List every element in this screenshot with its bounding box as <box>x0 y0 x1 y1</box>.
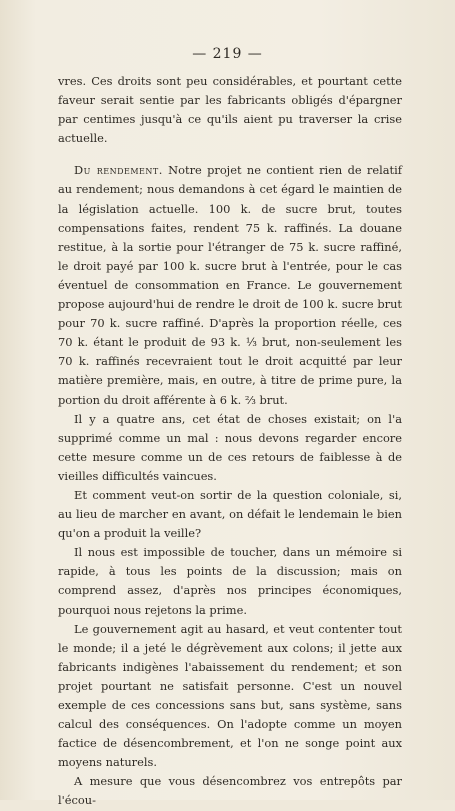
paragraph-rendement <box>58 161 402 409</box>
paragraph-text: vres. Ces droits sont peu considérables, et pourtant cette faveur serait sentie par les fabricants obligés d'épargner par centimes jusqu'à ce qu'ils aient pu traverser la crise actuelle. <box>58 74 402 146</box>
section-heading: Du rendement. <box>74 163 163 178</box>
paragraph-text: Notre projet ne contient rien de relatif au rendement; nous demandons à cet égard le maintien de la législation actuelle. 100 k. de sucre brut, toutes compensations faites, rendent 75 k. raffinés. La douane restitue, à la sortie pour l'étranger de 75 k. sucre raffiné, le droit payé par 100 k. sucre brut à l'entrée, pour le cas éventuel de consommation en France. Le gouvernement propose aujourd'hui de rendre le droit de 100 k. sucre brut pour 70 k. sucre raffiné. D'après la proportion réelle, ces 70 k. étant le produit de 93 k. ⅓ brut, non-seulement les 70 k. raffinés recevraient tout le droit acquitté par leur matière première, mais, en outre, à titre de prime pure, la portion du droit afférente à 6 k. ⅔ brut. <box>58 163 402 407</box>
paragraph-text: Il y a quatre ans, cet état de choses existait; on l'a supprimé comme un mal : nous devons regarder encore cette mesure comme un de ces retours de faiblesse à de vieilles difficultés vaincues. <box>58 411 402 483</box>
paragraph-text: Le gouvernement agit au hasard, et veut contenter tout le monde; il a jeté le dégrèvement aux colons; il jette aux fabricants indigènes l'abaissement du rendement; et son projet pourtant ne satisfait personne. C'est un nouvel exemple de ces concessions sans but, sans système, sans calcul des conséquences. On l'adopte comme un moyen factice de désencombrement, et l'on ne songe point aux moyens naturels. <box>58 621 402 770</box>
paragraph-text: Et comment veut-on sortir de la question coloniale, si, au lieu de marcher en avant, on défait le lendemain le bien qu'on a produit la veille? <box>58 487 402 541</box>
paragraph <box>58 620 402 773</box>
paragraph-continued <box>58 772 402 810</box>
body-text <box>58 72 402 811</box>
paragraph <box>58 543 402 619</box>
paragraph-text: Il nous est impossible de toucher, dans un mémoire si rapide, à tous les points de la discussion; mais on comprend assez, d'après nos principes économiques, pourquoi nous rejetons la prime. <box>58 545 402 617</box>
paragraph-text: A mesure que vous désencombrez vos entrepôts par l'écou- <box>58 774 402 808</box>
paragraph-continuation <box>58 72 402 148</box>
paragraph <box>58 486 402 543</box>
paragraph <box>58 410 402 486</box>
page-number: — 219 — <box>192 46 263 62</box>
